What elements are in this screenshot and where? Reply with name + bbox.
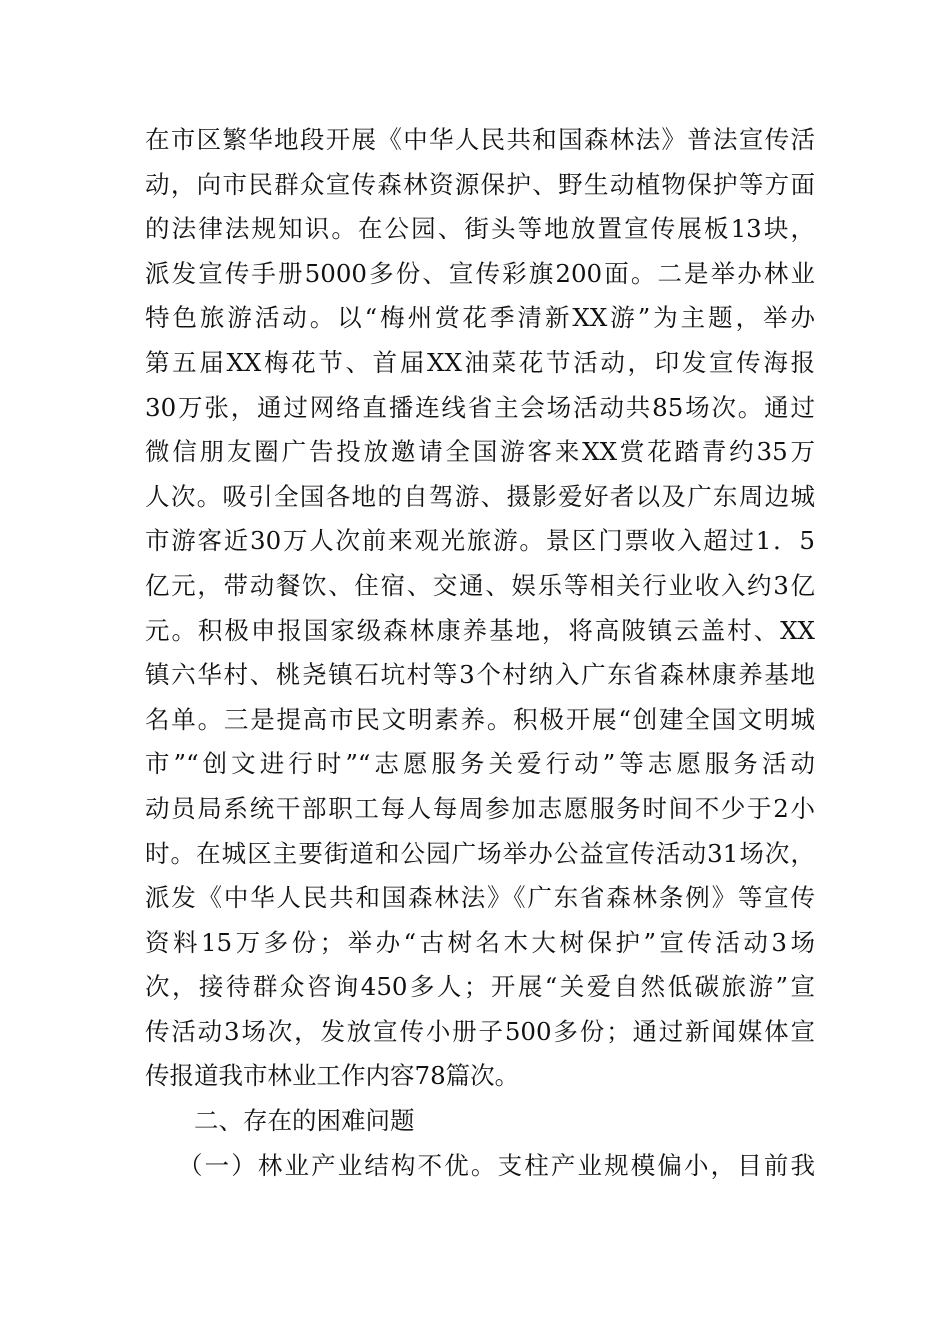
paragraph-line: 第五届XX梅花节、首届XX油菜花节活动，印发宣传海报	[145, 347, 815, 377]
paragraph-line: 市游客近30万人次前来观光旅游。景区门票收入超过1．5	[145, 526, 815, 556]
paragraph-line: 名单。三是提高市民文明素养。积极开展“创建全国文明城	[145, 704, 815, 734]
paragraph-line: 市”“创文进行时”“志愿服务关爱行动”等志愿服务活动	[145, 749, 815, 779]
paragraph-line: 微信朋友圈广告投放邀请全国游客来XX赏花踏青约35万	[145, 437, 815, 467]
paragraph-line: 次，接待群众咨询450多人；开展“关爱自然低碳旅游”宣	[145, 972, 815, 1002]
paragraph-line: 元。积极申报国家级森林康养基地，将高陂镇云盖村、XX	[145, 615, 815, 645]
paragraph-line: 派发宣传手册5000多份、宣传彩旗200面。二是举办林业	[145, 258, 815, 288]
paragraph-line: 人次。吸引全国各地的自驾游、摄影爱好者以及广东周边城	[145, 481, 815, 511]
paragraph-line: 派发《中华人民共和国森林法》《广东省森林条例》等宣传	[145, 883, 815, 913]
paragraph-line: 特色旅游活动。以“梅州赏花季清新XX游”为主题，举办	[145, 303, 815, 333]
paragraph-line: 传报道我市林业工作内容78篇次。	[145, 1061, 520, 1091]
document-body	[145, 118, 815, 1188]
paragraph-line: 时。在城区主要街道和公园广场举办公益宣传活动31场次，	[145, 838, 815, 868]
paragraph-line: 的法律法规知识。在公园、街头等地放置宣传展板13块，	[145, 214, 815, 244]
paragraph-line: 30万张，通过网络直播连线省主会场活动共85场次。通过	[145, 392, 815, 422]
subsection-line: （一）林业产业结构不优。支柱产业规模偏小，目前我	[178, 1150, 815, 1180]
paragraph-line: 亿元，带动餐饮、住宿、交通、娱乐等相关行业收入约3亿	[145, 570, 815, 600]
paragraph-line: 镇六华村、桃尧镇石坑村等3个村纳入广东省森林康养基地	[145, 660, 815, 690]
paragraph-line: 在市区繁华地段开展《中华人民共和国森林法》普法宣传活	[145, 125, 815, 154]
section-heading: 二、存在的困难问题	[194, 1106, 415, 1136]
paragraph-line: 动员局系统干部职工每人每周参加志愿服务时间不少于2小	[145, 793, 815, 823]
paragraph-line: 传活动3场次，发放宣传小册子500多份；通过新闻媒体宣	[145, 1016, 815, 1046]
paragraph-line: 资料15万多份；举办“古树名木大树保护”宣传活动3场	[145, 927, 815, 957]
paragraph-line: 动，向市民群众宣传森林资源保护、野生动植物保护等方面	[145, 169, 815, 199]
